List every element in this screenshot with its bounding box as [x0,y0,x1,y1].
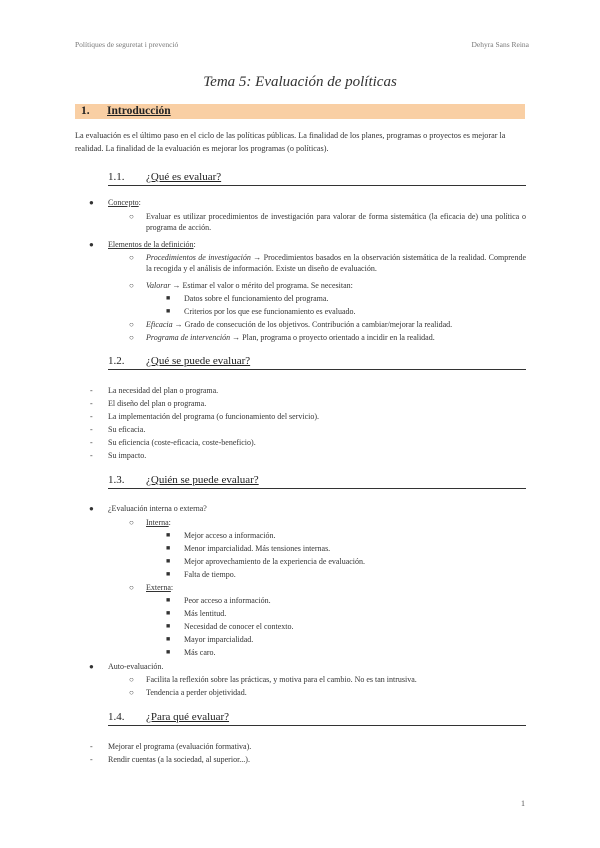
bullet-dash-icon: - [90,755,93,764]
evaluacion-question: ¿Evaluación interna o externa? [108,504,207,513]
bullet-dot-icon: ● [89,198,94,207]
procedimientos-item [146,252,526,274]
section-title: Introducción [107,105,171,117]
bullet-square-icon: ■ [166,307,171,315]
list-item: El diseño del plan o programa. [108,399,207,408]
externa-subitem: Mayor imparcialidad. [184,635,254,644]
eficacia-item [146,319,452,330]
list-item: Su eficiencia (coste-eficacia, coste-beneficio). [108,438,256,447]
procedimientos-text: → Procedimientos basados en la observación sistemática de la realidad. Comprende la recogida y el análisis de información. Existe un diseño de evaluación. [146,253,527,273]
list-item: Rendir cuentas (a la sociedad, al superior...). [108,755,250,764]
interna-subitem: Mejor aprovechamiento de la experiencia de evaluación. [184,557,366,566]
procedimientos-term: Procedimientos de investigación [146,253,251,262]
subsection-number: 1.2. [108,355,125,367]
elementos-item: Elementos de la definición: [108,240,196,249]
bullet-dash-icon: - [90,386,93,395]
bullet-dot-icon: ● [89,504,94,513]
bullet-dot-icon: ● [89,662,94,671]
interna-subitem: Menor imparcialidad. Más tensiones internas. [184,544,331,553]
valorar-subitem: Datos sobre el funcionamiento del programa. [184,294,329,303]
valorar-item [146,280,353,291]
list-item: Su impacto. [108,451,147,460]
eficacia-text: → Grado de consecución de los objetivos. Contribución a cambiar/mejorar la realidad. [174,320,453,329]
bullet-dash-icon: - [90,438,93,447]
page-title: Tema 5: Evaluación de políticas [203,74,397,90]
bullet-circle-icon: ○ [129,688,134,697]
interna-label: Interna [146,518,169,527]
programa-term: Programa de intervención [146,333,231,342]
header-left: Polítiques de seguretat i prevenció [75,40,179,49]
eficacia-term: Eficacia [146,320,173,329]
bullet-dash-icon: - [90,399,93,408]
list-item: Su eficacia. [108,425,146,434]
externa-subitem: Peor acceso a información. [184,596,271,605]
subsection-number: 1.4. [108,711,125,723]
auto-subitem: Tendencia a perder objetividad. [146,688,247,697]
subsection-title: ¿Qué se puede evaluar? [146,355,251,367]
externa-subitem: Más lentitud. [184,609,227,618]
page-number: 1 [521,799,525,808]
subsection-heading-1-1 [108,171,526,186]
bullet-dash-icon: - [90,425,93,434]
intro-paragraph: La evaluación es el último paso en el ciclo de las políticas públicas. La finalidad de los planes, programas o proyectos es mejorar la realidad. La finalidad de la evaluación es mejorar los programas (o políticas). [75,131,506,153]
bullet-square-icon: ■ [166,635,171,643]
concepto-item: Concepto: [108,198,141,207]
bullet-circle-icon: ○ [129,320,134,329]
bullet-square-icon: ■ [166,609,171,617]
concepto-text: Evaluar es utilizar procedimientos de investigación para valorar de forma sistemática (la eficacia de) una política o programa de acción. [146,212,526,232]
subsection-heading-1-4 [108,711,526,726]
bullet-square-icon: ■ [166,570,171,578]
bullet-square-icon: ■ [166,622,171,630]
programa-item [146,332,435,343]
list-item: Mejorar el programa (evaluación formativa). [108,742,252,751]
section-heading-introduccion [75,104,525,119]
bullet-dash-icon: - [90,412,93,421]
bullet-circle-icon: ○ [129,333,134,342]
bullet-dot-icon: ● [89,240,94,249]
externa-item: Externa: [146,583,174,592]
valorar-subitem: Criterios por los que ese funcionamiento es evaluado. [184,307,356,316]
bullet-square-icon: ■ [166,648,171,656]
interna-subitem: Falta de tiempo. [184,570,236,579]
interna-subitem: Mejor acceso a información. [184,531,276,540]
valorar-text: → Estimar el valor o mérito del programa. Se necesitan: [172,281,353,290]
subsection-number: 1.1. [108,171,125,183]
auto-subitem: Facilita la reflexión sobre las prácticas, y motiva para el cambio. No es tan intrusiva. [146,675,417,684]
externa-subitem: Más caro. [184,648,216,657]
bullet-dash-icon: - [90,742,93,751]
subsection-heading-1-3 [108,474,526,489]
externa-label: Externa [146,583,171,592]
subsection-title: ¿Quién se puede evaluar? [146,474,259,486]
subsection-title: ¿Qué es evaluar? [146,171,222,183]
bullet-square-icon: ■ [166,531,171,539]
bullet-circle-icon: ○ [129,212,134,221]
subsection-number: 1.3. [108,474,125,486]
subsection-title: ¿Para qué evaluar? [146,711,230,723]
valorar-term: Valorar [146,281,171,290]
bullet-square-icon: ■ [166,557,171,565]
list-item: La implementación del programa (o funcionamiento del servicio). [108,412,320,421]
bullet-circle-icon: ○ [129,281,134,290]
bullet-circle-icon: ○ [129,518,134,527]
bullet-circle-icon: ○ [129,253,134,262]
list-item: La necesidad del plan o programa. [108,386,219,395]
section-number: 1. [81,105,90,117]
bullet-circle-icon: ○ [129,675,134,684]
bullet-circle-icon: ○ [129,583,134,592]
subsection-heading-1-2 [108,355,526,370]
header-right: Dehyra Sans Reina [471,40,529,49]
bullet-dash-icon: - [90,451,93,460]
auto-evaluacion-item: Auto-evaluación. [108,662,164,671]
bullet-square-icon: ■ [166,294,171,302]
concepto-label: Concepto [108,198,139,207]
interna-item: Interna: [146,518,171,527]
externa-subitem: Necesidad de conocer el contexto. [184,622,294,631]
bullet-square-icon: ■ [166,544,171,552]
elementos-label: Elementos de la definición [108,240,194,249]
bullet-square-icon: ■ [166,596,171,604]
programa-text: → Plan, programa o proyecto orientado a incidir en la realidad. [232,333,435,342]
